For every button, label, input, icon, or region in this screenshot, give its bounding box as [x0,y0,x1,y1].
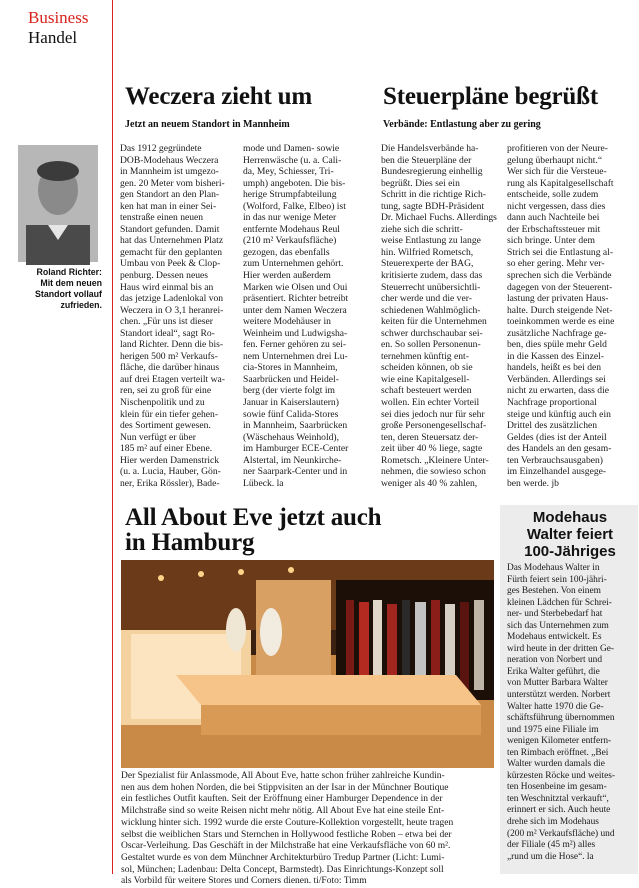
text-line: in Mannheim ist umgezo- [120,166,219,178]
text-line: Standort gefunden. Damit [120,223,220,235]
text-line: Saarbrücken und Heidel- [243,373,339,385]
text-line: nicht zu erwarten, dass die [507,385,610,397]
text-line: Lübeck. la [243,477,284,489]
text-line: land Richter. Denn die bis- [120,339,224,351]
text-line: ten Weschnitztal verkauft“, [507,793,609,804]
text-line: nehmen, die sowieso schon [381,466,486,478]
text-line: Hier werden Damenstrick [120,454,220,466]
text-line: nem Unternehmen drei Lu- [243,350,348,362]
text-line: nen aus dem hohen Norden, die bei Stippvisiten an der Isar in der Münchner Boutique [121,782,449,793]
article3-body [121,771,494,888]
photo-caption: Roland Richter: Mit dem neuen Standort vollauf zufrieden. [35,267,102,310]
text-line: Nachfrage proportional [507,397,597,409]
text-line: sprechen sich die Verbände [507,270,612,282]
text-line: des Sortiment gewesen. [120,420,211,432]
text-line: (Wolford, Falke, Elbeo) ist [243,200,346,212]
text-line: profitieren von der Neure- [507,143,608,154]
text-line: Oscar-Verleihung. Das Geschäft in der Milchstraße hat eine Verkaufsfläche von 60 m². [121,841,451,852]
text-line: Nun verfügt er über [120,431,196,443]
headline-all-about-eve: All About Eve jetzt auch in Hamburg [125,504,382,556]
text-line: im Hamburger ECE-Center [243,443,349,455]
headline-modehaus-walter [515,509,625,560]
text-line: sol, München; Ladenbau: Delta Concept, Barmstedt). Das Einrichtungs-Konzept soll [121,864,444,875]
text-line: Herrenwäsche (u. a. Cali- [243,154,342,166]
text-line: neration von Norbert und [507,655,603,666]
text-line: 185 m² auf einer Ebene. [120,443,213,455]
text-line: ziehe sich die schritt- [381,223,463,235]
text-line: Walter feiert [526,526,614,543]
text-line: ten Hosenbeine im gesam- [507,782,607,793]
text-line: ben werde. jb [507,477,559,489]
text-line: auf drei Etagen verteilt wa- [120,373,225,385]
article2-column1 [381,143,499,489]
article1-column1 [120,143,238,489]
text-line: ner, Erika Rössler), Bade- [120,477,220,489]
text-line: der Filiale (45 m²) alles [507,840,596,851]
text-line: in die Kassen des Einzel- [507,350,604,362]
text-line: ten Verbrauchsausgaben) [507,454,603,466]
article2-column2 [507,143,628,489]
text-line: Rometsch. „Kleinere Unter- [381,454,489,466]
text-line: in das nur wenige Meter [243,212,337,224]
text-line: tung, sagte BDH-Präsident [381,200,485,212]
store-photo [121,560,494,768]
text-line: im Einzelhandel ausgege- [507,466,607,478]
text-line: Marken wie Olsen und Oui [243,281,348,293]
portrait-photo [18,145,98,262]
text-line: Fürth feiert sein 100-jähri- [507,574,607,585]
section-label [28,8,88,48]
text-line: Erika Walter geführt, die [507,666,600,677]
text-line: als Vorbild für weitere Stores und Corners dienen. ti/Foto: Timm [121,876,367,887]
text-line: selbst die weiblichen Stars und Sternchen in Hollywood festliche Roben – etwa bei der [121,829,452,840]
text-line: entfernte Modehaus Reul [243,223,340,235]
text-line: kritisierte zudem, dass das [381,270,483,282]
text-line: Bundesregierung einhellig [381,166,483,178]
text-line: ren, sei zu groß für eine [120,385,212,397]
text-line: umph) angeboten. Die bis- [243,177,346,189]
text-line: Verbänden. Allerdings sei [507,373,606,385]
text-line: gelung überhaupt nicht.“ [507,154,603,166]
text-line: herigen 500 m² Verkaufs- [120,350,218,362]
text-line: schiedenen Wahlmöglich- [381,304,481,316]
text-line: gen. 20 Meter vom bisheri- [120,177,225,189]
text-line: lastung der privaten Haus- [507,293,609,305]
text-line: präsentiert. Richter betreibt [243,293,349,305]
text-line: kleinen Lädchen für Schrei- [507,597,612,608]
text-line: da, Mey, Schiesser, Tri- [243,166,334,178]
text-line: scheiden können, ob sie [381,362,473,374]
text-line: ner- und Sterbebedarf hat [507,609,603,620]
text-line: ken hat man in einer Sei- [120,200,217,212]
text-line: Umbau von Peek & Clop- [120,258,221,270]
text-line: Steuerexperte der BAG, [381,258,474,270]
text-line: Walter hatte 1970 die Ge- [507,701,604,712]
text-line: Alstertal, im Neunkirche- [243,454,342,466]
text-line: (210 m² Verkaufsfläche) [243,235,337,247]
text-line: das jetzige Ladenlokal von [120,293,224,305]
text-line: wollen. Ein echter Vorteil [381,397,480,409]
text-line: Standort ideal“, sagt Ro- [120,327,215,339]
text-line: Nischenpolitik und zu [120,397,205,409]
text-line: mode und Damen- sowie [243,143,340,154]
text-line: ner Saarpark-Center und in [243,466,348,478]
text-line: Geldes (dies ist der Anteil [507,431,607,443]
text-line: Wer sich für die Versteue- [507,166,607,178]
text-line: ben die Steuerpläne der [381,154,472,166]
text-line: toeinkommen werde es eine [507,316,615,328]
text-line: entscheide, solle zudem [507,189,599,201]
section-title: Business [28,8,89,27]
text-line: (u. a. Lucia, Hauber, Gön- [120,466,221,478]
text-line: Walter wurden damals die [507,759,605,770]
text-line: sei dies jedoch nur für sehr [381,408,485,420]
text-line: ges Bestehen. Von einem [507,586,601,597]
text-line: ein festliches Outfit kauften. Seit der Eröffnung einer Hamburger Dependence in der [121,794,443,805]
text-line: gezogen, das ebenfalls [243,246,330,258]
text-line: 100-Jähriges [524,543,616,560]
text-line: Strich sei die Entlastung al- [507,246,614,258]
text-line: sich das Unternehmen zum [507,620,609,631]
text-line: zusätzliche Nachfrage ge- [507,327,607,339]
text-line: herige Strumpfabteilung [243,189,337,201]
text-line: Der Spezialist für Anlassmode, All About Eve, hatte schon früher zahlreiche Kundin- [121,771,445,781]
text-line: dagegen von der Steuerent- [507,281,613,293]
text-line: hat das Unternehmen Platz [120,235,224,247]
text-line: große Personengesellschaf- [381,420,487,432]
text-line: fläche, die darüber hinaus [120,362,220,374]
text-line: en. So sollen Personenun- [381,339,481,351]
subheadline-steuerplaene: Verbände: Entlastung aber zu gering [383,119,541,130]
text-line: Das Modehaus Walter in [507,563,600,573]
text-line: Drittel des zusätzlichen [507,420,598,432]
text-line: chen. „Für uns ist dieser [120,316,213,328]
text-line: Weczera in O 3,1 heranrei- [120,304,224,316]
text-line: wicklung hinter sich. 1992 wurde die erste Couture-Kollektion vorgestellt, heute tragen [121,817,454,828]
text-line: gemacht für den geplanten [120,246,223,258]
text-line: erinnert er sich. Auch heute [507,805,611,816]
text-line: (Wäschehaus Weinhold), [243,431,340,443]
text-line: Januar in Kaiserslautern) [243,397,339,409]
text-line: keiten für die Unternehmen [381,316,487,328]
text-line: rung als Kapitalgesellschaft [507,177,614,189]
text-line: zeit über 40 % liege, sagte [381,443,483,455]
text-line: Gestaltet wurde es von dem Münchner Architekturbüro Tredup Partner (Licht: Lumi- [121,852,445,863]
text-line: schwer durchschaubar sei- [381,327,483,339]
text-line: handels, heißt es bei den [507,362,602,374]
text-line: unterstützt werden. Norbert [507,690,611,701]
text-line: Modehaus entwickelt. Es [507,632,602,643]
text-line: Milchstraße sind so weite Reisen nicht mehr nötig. All About Eve hat eine steile Ent- [121,806,445,817]
text-line: hin. Wilfried Rometsch, [381,246,474,258]
text-line: Schritt in die richtige Rich- [381,189,486,201]
text-line: weise Entlastung zu lange [381,235,481,247]
article1-column2 [243,143,368,489]
headline-steuerplaene: Steuerpläne begrüßt [383,83,598,110]
text-line: gen Standort an den Plan- [120,189,220,201]
text-line: sich bringe. Unter dem [507,235,595,247]
text-line: wird heute in der dritten Ge- [507,643,614,654]
text-line: Das 1912 gegründete [120,143,202,154]
text-line: unter dem Namen Weczera [243,304,347,316]
text-line: ben, dies spüle mehr Geld [507,339,607,351]
text-line: Hier werden außerdem [243,270,331,282]
text-line: ten Rimbach eröffnet. „Bei [507,747,609,758]
text-line: Die Handelsverbände ha- [381,143,479,154]
section-divider-rule [112,0,113,874]
text-line: drehe sich im Modehaus [507,817,599,828]
subheadline-weczera: Jetzt an neuem Standort in Mannheim [125,119,290,130]
text-line: „rund um die Hose“. la [507,851,594,862]
text-line: penburg. Dessen neues [120,270,209,282]
text-line: wie eine Kapitalgesell- [381,373,470,385]
text-line: und 1975 eine Filiale im [507,724,599,735]
text-line: sowie fünf Calida-Stores [243,408,339,420]
text-line: Steuerrecht unübersichtli- [381,281,481,293]
text-line: begrüßt. Dies sei ein [381,177,460,189]
text-line: nicht vergessen, dass dies [507,200,606,212]
text-line: cia-Stores in Mannheim, [243,362,338,374]
text-line: fen. Ferner gehören zu sei- [243,339,347,351]
section-subtitle: Handel [28,28,78,47]
text-line: berg (der vierte folgt im [243,385,335,397]
text-line: Haus wird einmal bis an [120,281,214,293]
text-line: kürzesten Röcke und weites- [507,770,616,781]
text-line: so eher gering. Mehr ver- [507,258,605,270]
text-line: in Mannheim, Saarbrücken [243,420,348,432]
article4-body [507,563,633,863]
text-line: weitere Modehäuser in [243,316,331,328]
text-line: von Mutter Barbara Walter [507,678,608,689]
text-line: steige und künftig auch ein [507,408,611,420]
text-line: DOB-Modehaus Weczera [120,154,219,166]
text-line: wenigen Kilometer entfern- [507,736,612,747]
text-line: ternehmen künftig ent- [381,350,469,362]
text-line: dann auch Nachteile bei [507,212,600,224]
text-line: cher werde und die ver- [381,293,472,305]
text-line: klein für ein tiefer gehen- [120,408,219,420]
text-line: halte. Durch steigende Net- [507,304,613,316]
text-line: der Erbschaftssteuer mit [507,223,601,235]
text-line: zum Unternehmen gehört. [243,258,344,270]
text-line: Modehaus [532,509,608,526]
text-line: weniger als 40 % zahlen, [381,477,478,489]
text-line: ten, deren Steuersatz der- [381,431,479,443]
text-line: Dr. Michael Fuchs. Allerdings [381,212,497,224]
text-line: schaft besteuert werden [381,385,472,397]
text-line: schäftsführung übernommen [507,713,615,724]
headline-weczera: Weczera zieht um [125,83,312,110]
text-line: (200 m² Verkaufsfläche) und [507,828,615,839]
text-line: tenstraße einen neuen [120,212,204,224]
text-line: des Handels an den gesam- [507,443,612,455]
text-line: Weinheim und Ludwigsha- [243,327,348,339]
